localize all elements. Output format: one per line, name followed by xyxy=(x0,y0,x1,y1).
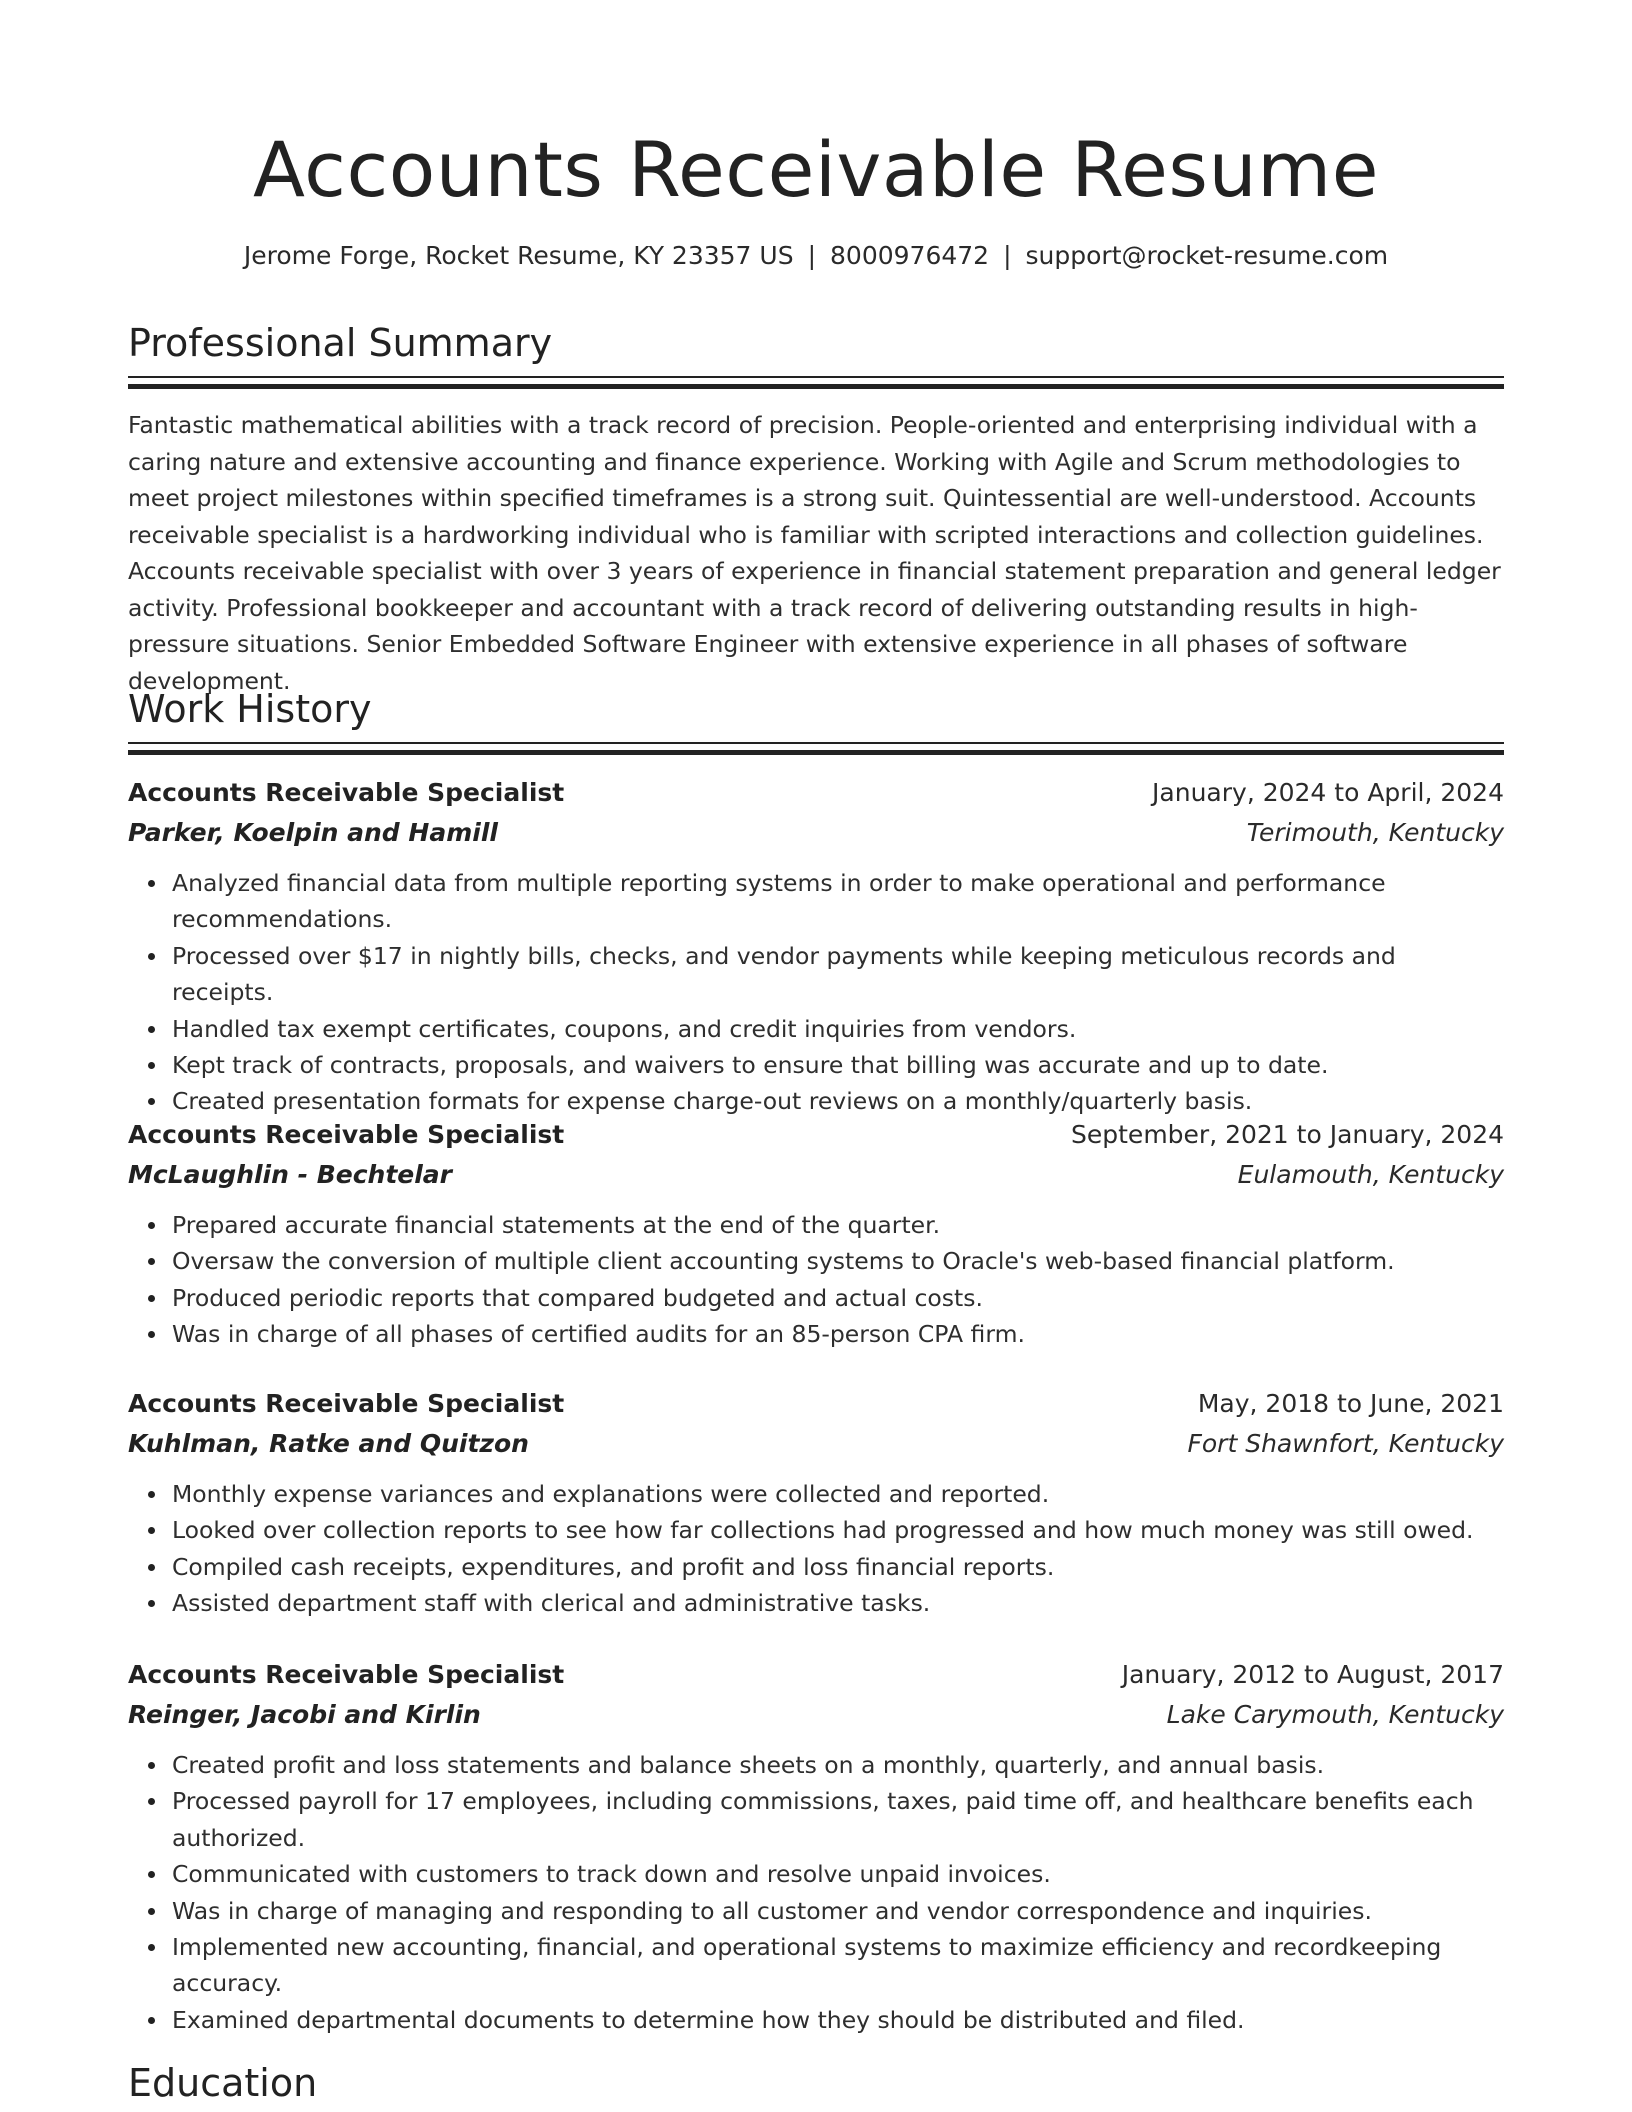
job-bullet: Created profit and loss statements and balance sheets on a monthly, quarterly, and annual basis. xyxy=(172,1747,1504,1783)
job-company-row xyxy=(128,813,1504,853)
job-bullet: Oversaw the conversion of multiple client accounting systems to Oracle's web-based financial platform. xyxy=(172,1243,1504,1279)
job-bullet-list xyxy=(128,865,1504,1120)
job-bullet: Was in charge of managing and responding to all customer and vendor correspondence and inquiries. xyxy=(172,1893,1504,1929)
job-bullet: Was in charge of all phases of certified audits for an 85-person CPA firm. xyxy=(172,1316,1504,1352)
job-company-row xyxy=(128,1695,1504,1735)
job-bullet-list xyxy=(128,1747,1504,2038)
job-bullet: Communicated with customers to track down and resolve unpaid invoices. xyxy=(172,1856,1504,1892)
section-title-work-history: Work History xyxy=(128,687,372,731)
job-bullet: Created presentation formats for expense charge-out reviews on a monthly/quarterly basis. xyxy=(172,1083,1504,1119)
job-dates: May, 2018 to June, 2021 xyxy=(1197,1389,1504,1418)
job-company: Kuhlman, Ratke and Quitzon xyxy=(128,1429,529,1458)
job-bullet-list xyxy=(128,1476,1504,1622)
job-bullet: Examined departmental documents to determine how they should be distributed and filed. xyxy=(172,2002,1504,2038)
contact-email[interactable]: support@rocket-resume.com xyxy=(1025,241,1389,270)
job-dates: January, 2012 to August, 2017 xyxy=(1121,1660,1504,1689)
section-divider xyxy=(128,742,1504,752)
contact-separator: | xyxy=(1003,241,1012,270)
job-bullet: Assisted department staff with clerical and administrative tasks. xyxy=(172,1585,1504,1621)
job-bullet: Monthly expense variances and explanations were collected and reported. xyxy=(172,1476,1504,1512)
contact-line xyxy=(0,237,1632,275)
job-bullet: Processed payroll for 17 employees, including commissions, taxes, paid time off, and healthcare benefits each authorized. xyxy=(172,1783,1504,1856)
job-bullet: Compiled cash receipts, expenditures, and profit and loss financial reports. xyxy=(172,1549,1504,1585)
job-location: Eulamouth, Kentucky xyxy=(1237,1160,1504,1189)
job-location: Fort Shawnfort, Kentucky xyxy=(1187,1429,1504,1458)
job-bullet: Looked over collection reports to see how far collections had progressed and how much money was still owed. xyxy=(172,1512,1504,1548)
section-title-education: Education xyxy=(128,2061,318,2105)
job-entry xyxy=(128,1655,1504,2038)
job-entry xyxy=(128,1115,1504,1353)
job-company: Parker, Koelpin and Hamill xyxy=(128,818,498,847)
job-title: Accounts Receivable Specialist xyxy=(128,1389,565,1418)
job-bullet: Kept track of contracts, proposals, and waivers to ensure that billing was accurate and up to date. xyxy=(172,1047,1504,1083)
job-bullet-list xyxy=(128,1207,1504,1353)
job-bullet: Handled tax exempt certificates, coupons, and credit inquiries from vendors. xyxy=(172,1011,1504,1047)
job-entry xyxy=(128,773,1504,1120)
job-location: Lake Carymouth, Kentucky xyxy=(1166,1700,1504,1729)
section-title-summary: Professional Summary xyxy=(128,321,553,365)
job-bullet: Processed over $17 in nightly bills, checks, and vendor payments while keeping meticulous records and receipts. xyxy=(172,938,1504,1011)
summary-text: Fantastic mathematical abilities with a track record of precision. People-oriented and enterprising individual with a caring nature and extensive accounting and finance experience. Working with Agile and Scrum methodologies to meet project milestones within specified timeframes is a strong suit. Quintessential are well-understood. Accounts receivable specialist is a hardworking individual who is familiar with scripted interactions and collection guidelines. Accounts receivable specialist with over 3 years of experience in financial statement preparation and general ledger activity. Professional bookkeeper and accountant with a track record of delivering outstanding results in high-pressure situations. Senior Embedded Software Engineer with extensive experience in all phases of software development. xyxy=(128,411,1501,695)
job-company-row xyxy=(128,1155,1504,1195)
job-bullet: Produced periodic reports that compared budgeted and actual costs. xyxy=(172,1280,1504,1316)
job-title: Accounts Receivable Specialist xyxy=(128,778,565,807)
job-header-row xyxy=(128,1655,1504,1695)
contact-separator: | xyxy=(807,241,817,270)
job-company-row xyxy=(128,1424,1504,1464)
job-entry xyxy=(128,1384,1504,1622)
job-bullet: Analyzed financial data from multiple reporting systems in order to make operational and performance recommendations. xyxy=(172,865,1504,938)
job-title: Accounts Receivable Specialist xyxy=(128,1660,565,1689)
job-bullet: Prepared accurate financial statements at the end of the quarter. xyxy=(172,1207,1504,1243)
job-header-row xyxy=(128,1384,1504,1424)
job-company: McLaughlin - Bechtelar xyxy=(128,1160,453,1189)
job-dates: January, 2024 to April, 2024 xyxy=(1152,778,1504,807)
job-dates: September, 2021 to January, 2024 xyxy=(1071,1120,1504,1149)
job-bullet: Implemented new accounting, financial, and operational systems to maximize efficiency and recordkeeping accuracy. xyxy=(172,1929,1504,2002)
job-location: Terimouth, Kentucky xyxy=(1246,818,1504,847)
page-title: Accounts Receivable Resume xyxy=(253,125,1379,214)
job-header-row xyxy=(128,1115,1504,1155)
job-company: Reinger, Jacobi and Kirlin xyxy=(128,1700,481,1729)
contact-address: Jerome Forge, Rocket Resume, KY 23357 US xyxy=(243,241,794,270)
contact-phone: 8000976472 xyxy=(830,241,990,270)
section-divider xyxy=(128,376,1504,386)
job-header-row xyxy=(128,773,1504,813)
job-title: Accounts Receivable Specialist xyxy=(128,1120,565,1149)
